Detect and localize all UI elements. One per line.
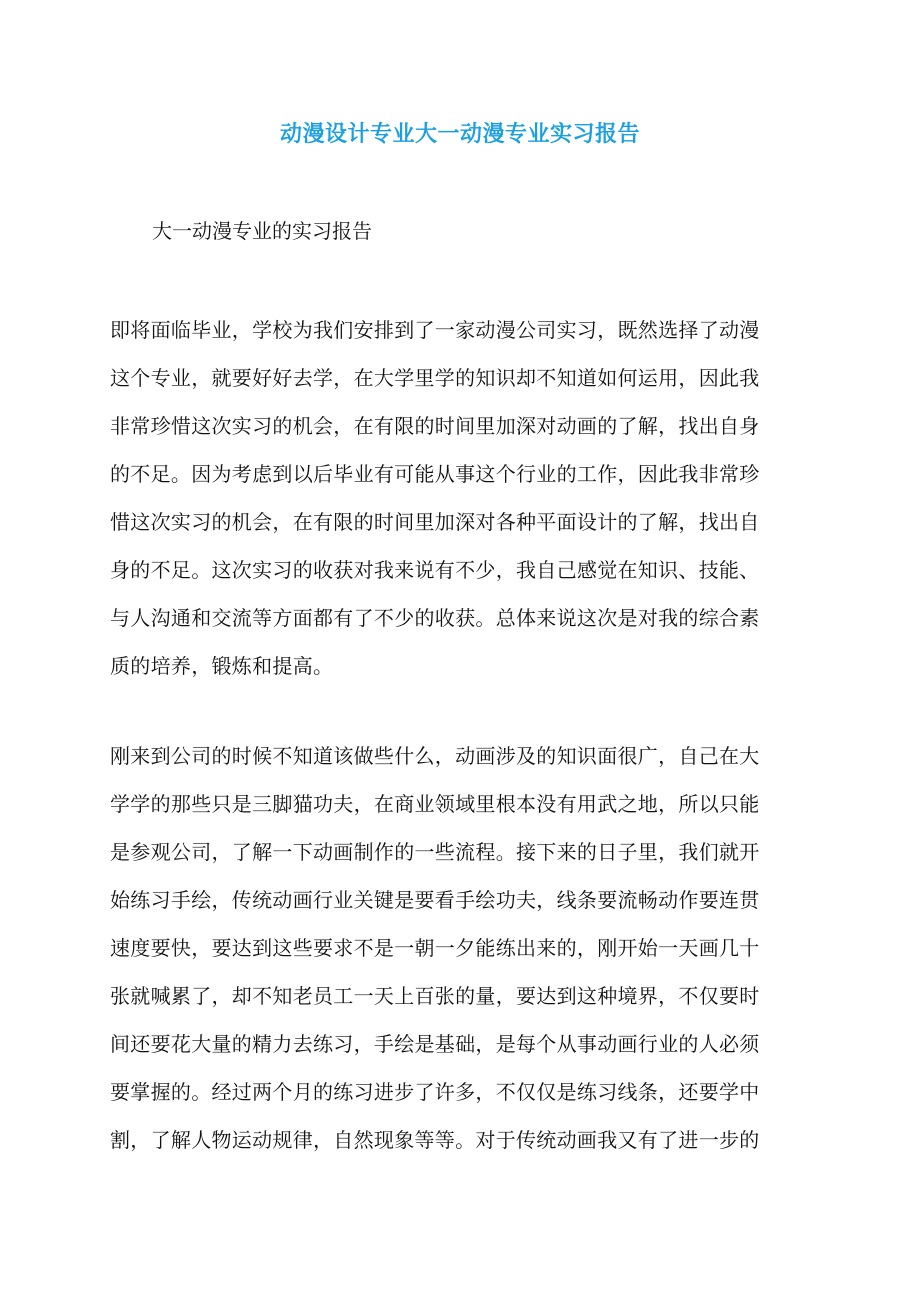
paragraph-line: 的不足。因为考虑到以后毕业有可能从事这个行业的工作，因此我非常珍 (110, 462, 760, 486)
paragraph-line: 是参观公司，了解一下动画制作的一些流程。接下来的日子里，我们就开 (110, 840, 760, 864)
paragraph-line: 始练习手绘，传统动画行业关键是要看手绘功夫，线条要流畅动作要连贯 (110, 888, 760, 912)
paragraph-line: 间还要花大量的精力去练习，手绘是基础，是每个从事动画行业的人必须 (110, 1032, 760, 1056)
paragraph-2 (110, 741, 810, 1173)
paragraph-line: 速度要快，要达到这些要求不是一朝一夕能练出来的，刚开始一天画几十 (110, 936, 760, 960)
document-title: 动漫设计专业大一动漫专业实习报告 (279, 121, 640, 147)
paragraph-line: 要掌握的。经过两个月的练习进步了许多，不仅仅是练习线条，还要学中 (110, 1080, 760, 1104)
paragraph-line: 惜这次实习的机会，在有限的时间里加深对各种平面设计的了解，找出自 (110, 510, 760, 534)
paragraph-line: 张就喊累了，却不知老员工一天上百张的量，要达到这种境界，不仅要时 (110, 984, 760, 1008)
paragraph-line: 这个专业，就要好好去学，在大学里学的知识却不知道如何运用，因此我 (110, 366, 760, 390)
paragraph-line: 即将面临毕业，学校为我们安排到了一家动漫公司实习，既然选择了动漫 (110, 318, 760, 342)
paragraph-line: 学学的那些只是三脚猫功夫，在商业领域里根本没有用武之地，所以只能 (110, 792, 760, 816)
paragraph-line: 质的培养，锻炼和提高。 (110, 654, 334, 678)
paragraph-line: 非常珍惜这次实习的机会，在有限的时间里加深对动画的了解，找出自身 (110, 414, 760, 438)
paragraph-line: 割，了解人物运动规律，自然现象等等。对于传统动画我又有了进一步的 (110, 1128, 760, 1152)
paragraph-line: 刚来到公司的时候不知道该做些什么，动画涉及的知识面很广，自己在大 (110, 744, 760, 768)
document-subtitle: 大一动漫专业的实习报告 (152, 219, 372, 243)
paragraph-1 (110, 315, 810, 699)
paragraph-line: 身的不足。这次实习的收获对我来说有不少，我自己感觉在知识、技能、 (110, 558, 760, 582)
paragraph-line: 与人沟通和交流等方面都有了不少的收获。总体来说这次是对我的综合素 (110, 606, 760, 630)
